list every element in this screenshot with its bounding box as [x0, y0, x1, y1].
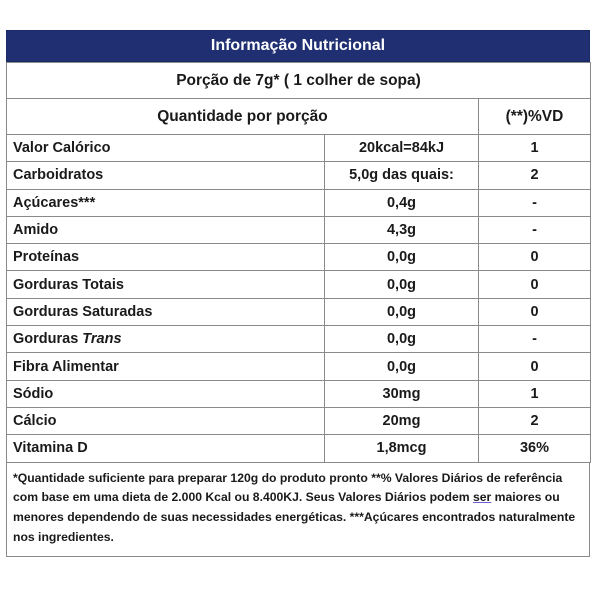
header-row: [7, 99, 591, 135]
nutrient-amount: 0,0g: [325, 326, 479, 353]
footnote-text: *Quantidade suficiente para preparar 120g do produto pronto **% Valores Diários de referência com base em uma dieta de 2.000 Kcal ou 8.400KJ. Seus Valores Diários podem: [13, 470, 563, 505]
nutrition-facts-label: [6, 30, 590, 557]
nutrient-name-text: Proteínas: [13, 249, 80, 266]
nutrient-vd: 0: [479, 353, 591, 380]
nutrient-row: [7, 135, 591, 162]
nutrient-name-text: Fibra Alimentar: [13, 358, 119, 375]
nutrient-name: [7, 244, 325, 271]
nutrient-row: [7, 326, 591, 353]
nutrient-amount: 20mg: [325, 407, 479, 434]
nutrient-vd: 1: [479, 135, 591, 162]
nutrient-amount: 0,0g: [325, 353, 479, 380]
nutrient-name-text: Cálcio: [13, 413, 57, 430]
nutrient-name-text: Carboidratos: [13, 167, 104, 184]
nutrient-name: [7, 326, 325, 353]
nutrient-name-text: Açúcares***: [13, 194, 96, 211]
nutrition-title: Informação Nutricional: [6, 30, 590, 62]
nutrient-name-text: Valor Calórico: [13, 140, 111, 157]
nutrient-row: [7, 162, 591, 189]
nutrition-table: [6, 62, 591, 463]
nutrient-vd: 0: [479, 298, 591, 325]
footnote: [6, 463, 590, 557]
nutrient-amount: 0,0g: [325, 244, 479, 271]
nutrient-vd: -: [479, 189, 591, 216]
footnote-text-end: maiores ou menores dependendo de suas necessidades energéticas. ***Açúcares encontrados naturalmente nos ingredientes.: [13, 490, 576, 544]
portion-size: Porção de 7g* ( 1 colher de sopa): [7, 63, 591, 99]
nutrient-vd: -: [479, 326, 591, 353]
nutrient-row: [7, 216, 591, 243]
nutrient-name-text: Gorduras: [13, 331, 79, 348]
nutrient-vd: 1: [479, 380, 591, 407]
nutrient-vd: 2: [479, 407, 591, 434]
nutrient-amount: 1,8mcg: [325, 435, 479, 462]
vd-header: (**)%VD: [479, 99, 591, 135]
nutrient-name: [7, 271, 325, 298]
nutrient-row: [7, 189, 591, 216]
nutrient-name-text: Vitamina D: [13, 440, 88, 457]
nutrient-row: [7, 271, 591, 298]
nutrient-name-text: Sódio: [13, 385, 54, 402]
nutrient-row: [7, 353, 591, 380]
nutrient-name-text: Gorduras Totais: [13, 276, 124, 293]
nutrient-row: [7, 435, 591, 462]
nutrient-name-italic: Trans: [82, 331, 122, 348]
nutrient-vd: 2: [479, 162, 591, 189]
nutrient-name: [7, 380, 325, 407]
nutrient-name: [7, 353, 325, 380]
quantity-header: Quantidade por porção: [7, 99, 479, 135]
nutrient-name: [7, 407, 325, 434]
nutrient-amount: 0,4g: [325, 189, 479, 216]
portion-row: [7, 63, 591, 99]
nutrient-row: [7, 298, 591, 325]
nutrient-row: [7, 244, 591, 271]
nutrient-name: [7, 298, 325, 325]
nutrient-vd: 0: [479, 244, 591, 271]
nutrient-amount: 20kcal=84kJ: [325, 135, 479, 162]
nutrient-name: [7, 189, 325, 216]
nutrient-name-text: Amido: [13, 222, 59, 239]
footnote-underlined-word: ser: [472, 490, 492, 505]
nutrient-row: [7, 407, 591, 434]
nutrient-name: [7, 135, 325, 162]
nutrient-name: [7, 435, 325, 462]
nutrient-row: [7, 380, 591, 407]
nutrient-name: [7, 162, 325, 189]
nutrient-name-text: Gorduras Saturadas: [13, 303, 153, 320]
nutrient-vd: 36%: [479, 435, 591, 462]
nutrient-vd: 0: [479, 271, 591, 298]
nutrient-name: [7, 216, 325, 243]
nutrient-amount: 4,3g: [325, 216, 479, 243]
nutrient-amount: 5,0g das quais:: [325, 162, 479, 189]
nutrient-amount: 0,0g: [325, 298, 479, 325]
nutrient-amount: 0,0g: [325, 271, 479, 298]
nutrient-vd: -: [479, 216, 591, 243]
nutrient-amount: 30mg: [325, 380, 479, 407]
